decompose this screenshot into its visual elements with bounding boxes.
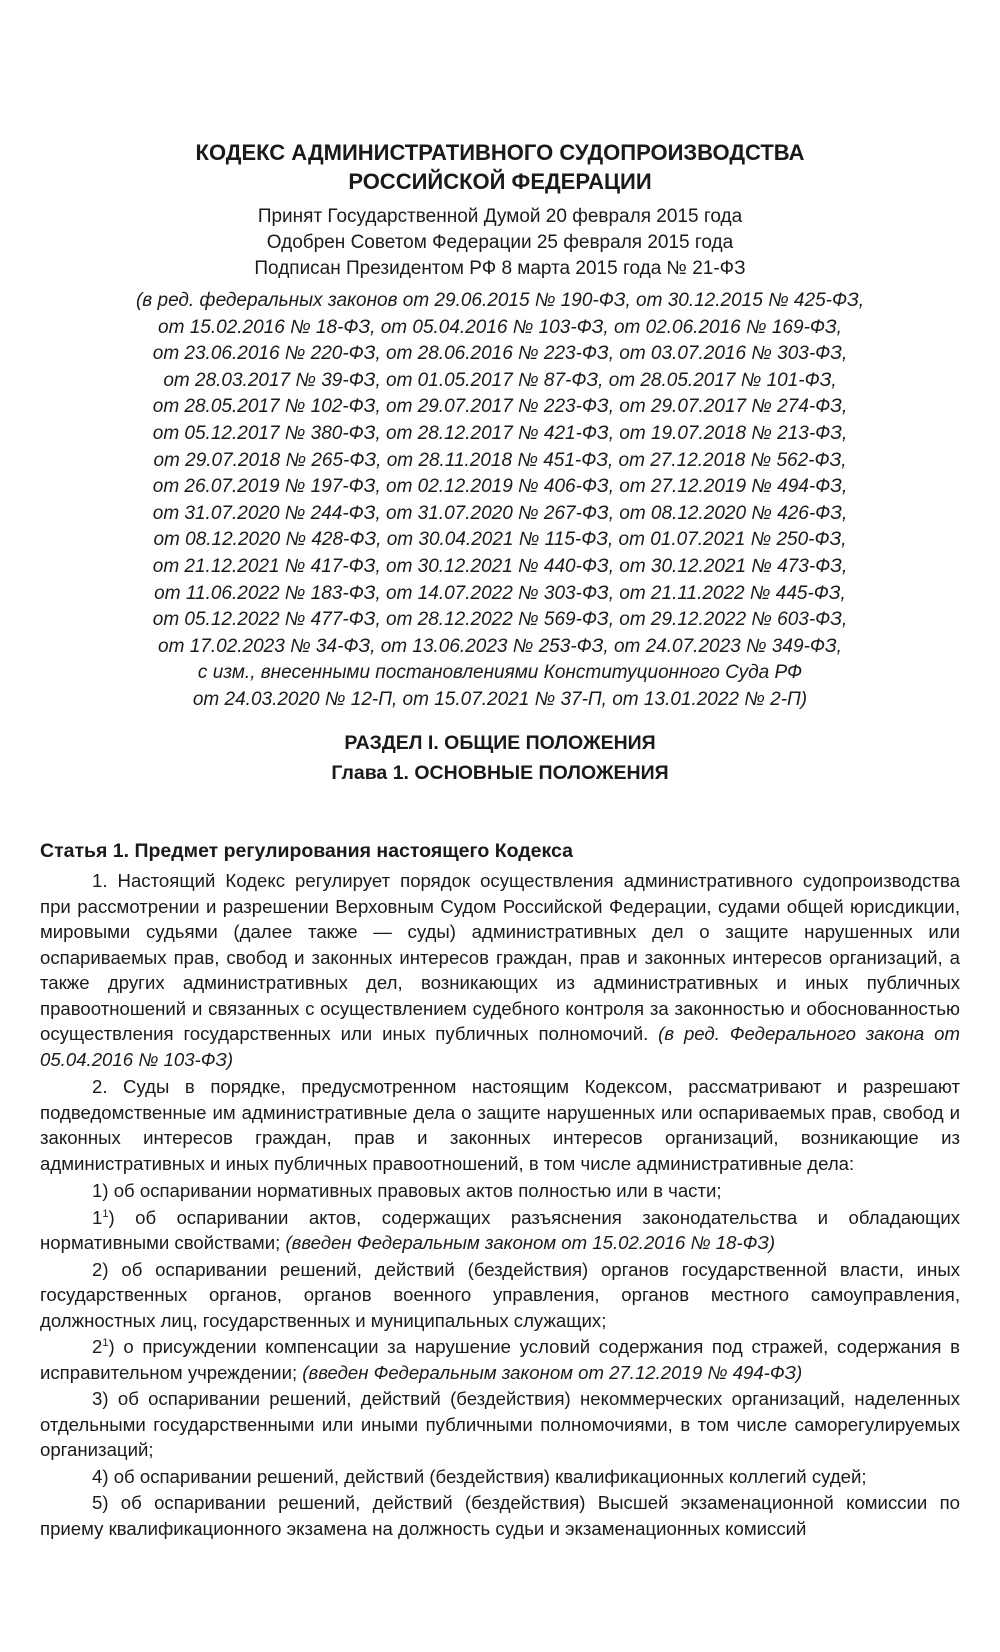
adopted-duma: Принят Государственной Думой 20 февраля 2015 года — [257, 206, 743, 227]
amendment-line: от 05.12.2022 № 477-ФЗ, от 28.12.2022 № 569-ФЗ, от 29.12.2022 № 603-ФЗ, — [152, 609, 848, 631]
amendment-line: от 15.02.2016 № 18-ФЗ, от 05.04.2016 № 103-ФЗ, от 02.06.2016 № 169-ФЗ, — [158, 316, 842, 338]
list-item-4 — [40, 1464, 960, 1490]
amendment-line: от 21.12.2021 № 417-ФЗ, от 30.12.2021 № 440-ФЗ, от 30.12.2021 № 473-ФЗ, — [152, 555, 848, 577]
paragraph-1 — [40, 868, 960, 1072]
paragraph-2-text: 2. Суды в порядке, предусмотренном настоящим Кодексом, рассматривают и разрешают подведомственные им административные дела о защите нарушенных или оспариваемых прав, свобод и законных интересов граждан, прав и законных интересов организаций, возникающие из административных и иных публичных правоотношений, в том числе административные дела: — [40, 1076, 960, 1174]
list-item-1-1-edit-note: (введен Федеральным законом от 15.02.2016 № 18-ФЗ) — [285, 1232, 776, 1253]
document-header — [0, 138, 1000, 788]
paragraph-1-text: 1. Настоящий Кодекс регулирует порядок осуществления административного судопроизводства при рассмотрении и разрешении Верховным Судом Российской Федерации, судами общей юрисдикции, мировыми судьями (далее также — суды) административных дел о защите нарушенных или оспариваемых прав, свобод и законных интересов граждан, прав и законных интересов организаций, а также других административных дел, возникающих из административных и иных публичных правоотношений и связанных с осуществлением судебного контроля за законностью и обоснованностью осуществления государственных или иных публичных полномочий. — [40, 870, 960, 1044]
list-item-1 — [40, 1178, 960, 1204]
chapter-title: Глава 1. ОСНОВНЫЕ ПОЛОЖЕНИЯ — [331, 761, 669, 784]
amendment-line: от 17.02.2023 № 34-ФЗ, от 13.06.2023 № 253-ФЗ, от 24.07.2023 № 349-ФЗ, — [158, 635, 842, 657]
amendment-line: от 31.07.2020 № 244-ФЗ, от 31.07.2020 № 267-ФЗ, от 08.12.2020 № 426-ФЗ, — [152, 502, 848, 524]
amendment-line: от 11.06.2022 № 183-ФЗ, от 14.07.2022 № 303-ФЗ, от 21.11.2022 № 445-ФЗ, — [154, 582, 846, 604]
list-item-5 — [40, 1490, 960, 1541]
document-title — [0, 138, 1000, 196]
amendment-line: от 29.07.2018 № 265-ФЗ, от 28.11.2018 № 451-ФЗ, от 27.12.2018 № 562-ФЗ, — [153, 449, 847, 471]
amendment-line: от 28.05.2017 № 102-ФЗ, от 29.07.2017 № 223-ФЗ, от 29.07.2017 № 274-ФЗ, — [152, 396, 848, 418]
list-item-1-text: 1) об оспаривании нормативных правовых актов полностью или в части; — [92, 1180, 722, 1201]
amendments-list — [0, 288, 1000, 714]
title-line-1: КОДЕКС АДМИНИСТРАТИВНОГО СУДОПРОИЗВОДСТВА — [195, 140, 805, 165]
amendment-line: от 23.06.2016 № 220-ФЗ, от 28.06.2016 № 223-ФЗ, от 03.07.2016 № 303-ФЗ, — [152, 343, 848, 365]
amendment-line: от 08.12.2020 № 428-ФЗ, от 30.04.2021 № 115-ФЗ, от 01.07.2021 № 250-ФЗ, — [153, 529, 847, 551]
amendment-line: (в ред. федеральных законов от 29.06.2015 № 190-ФЗ, от 30.12.2015 № 425-ФЗ, — [135, 290, 865, 311]
paragraph-1-edit-note: (в ред. Федерального закона от 05.04.2016 № 103-ФЗ) — [40, 1023, 960, 1070]
signed-president: Подписан Президентом РФ 8 марта 2015 года № 21-ФЗ — [254, 258, 746, 279]
amendment-line: от 26.07.2019 № 197-ФЗ, от 02.12.2019 № 406-ФЗ, от 27.12.2019 № 494-ФЗ, — [152, 476, 848, 498]
approved-council: Одобрен Советом Федерации 25 февраля 2015 года — [266, 232, 734, 253]
list-item-2-1-number: 2 — [92, 1336, 103, 1357]
article-body — [40, 838, 960, 1542]
list-item-2-1 — [40, 1334, 960, 1385]
amendment-line: от 05.12.2017 № 380-ФЗ, от 28.12.2017 № 421-ФЗ, от 19.07.2018 № 213-ФЗ, — [152, 422, 848, 444]
article-title: Статья 1. Предмет регулирования настоящего Кодекса — [40, 840, 573, 862]
list-item-3-text: 3) об оспаривании решений, действий (бездействия) некоммерческих организаций, наделенных отдельными государственными или иными публичными полномочиями, в том числе саморегулируемых организаций; — [40, 1388, 960, 1460]
list-item-1-1-text: ) об оспаривании актов, содержащих разъяснения законодательства и обладающих нормативными свойствами; — [40, 1206, 960, 1253]
amendment-line: с изм., внесенными постановлениями Конституционного Суда РФ — [197, 662, 803, 684]
list-item-4-text: 4) об оспаривании решений, действий (бездействия) квалификационных коллегий судей; — [92, 1465, 867, 1487]
list-item-2-1-edit-note: (введен Федеральным законом от 27.12.2019 № 494-ФЗ) — [302, 1361, 803, 1383]
list-item-2-1-text: ) о присуждении компенсации за нарушение условий содержания под стражей, содержания в исправительном учреждении; — [40, 1336, 960, 1383]
list-item-2-text: 2) об оспаривании решений, действий (бездействия) органов государственной власти, иных государственных органов, органов военного управления, органов местного самоуправления, должностных лиц, государственных и муниципальных служащих; — [40, 1258, 960, 1331]
amendment-line: от 28.03.2017 № 39-ФЗ, от 01.05.2017 № 87-ФЗ, от 28.05.2017 № 101-ФЗ, — [163, 369, 837, 391]
paragraph-2 — [40, 1074, 960, 1176]
amendment-line: от 24.03.2020 № 12-П, от 15.07.2021 № 37-П, от 13.01.2022 № 2-П) — [192, 688, 808, 710]
list-item-2-1-superscript: 1 — [102, 1336, 109, 1349]
list-item-3 — [40, 1386, 960, 1463]
list-item-5-text: 5) об оспаривании решений, действий (бездействия) Высшей экзаменационной комиссии по приему квалификационного экзамена на должность судьи и экзаменационных комиссий — [40, 1492, 960, 1539]
list-item-1-1-number: 1 — [92, 1206, 103, 1228]
title-line-2: РОССИЙСКОЙ ФЕДЕРАЦИИ — [348, 169, 652, 194]
list-item-1-1 — [40, 1205, 960, 1256]
section-title: РАЗДЕЛ I. ОБЩИЕ ПОЛОЖЕНИЯ — [344, 731, 656, 754]
adoption-info — [0, 204, 1000, 282]
list-item-1-1-superscript: 1 — [102, 1207, 109, 1220]
list-item-2 — [40, 1257, 960, 1334]
